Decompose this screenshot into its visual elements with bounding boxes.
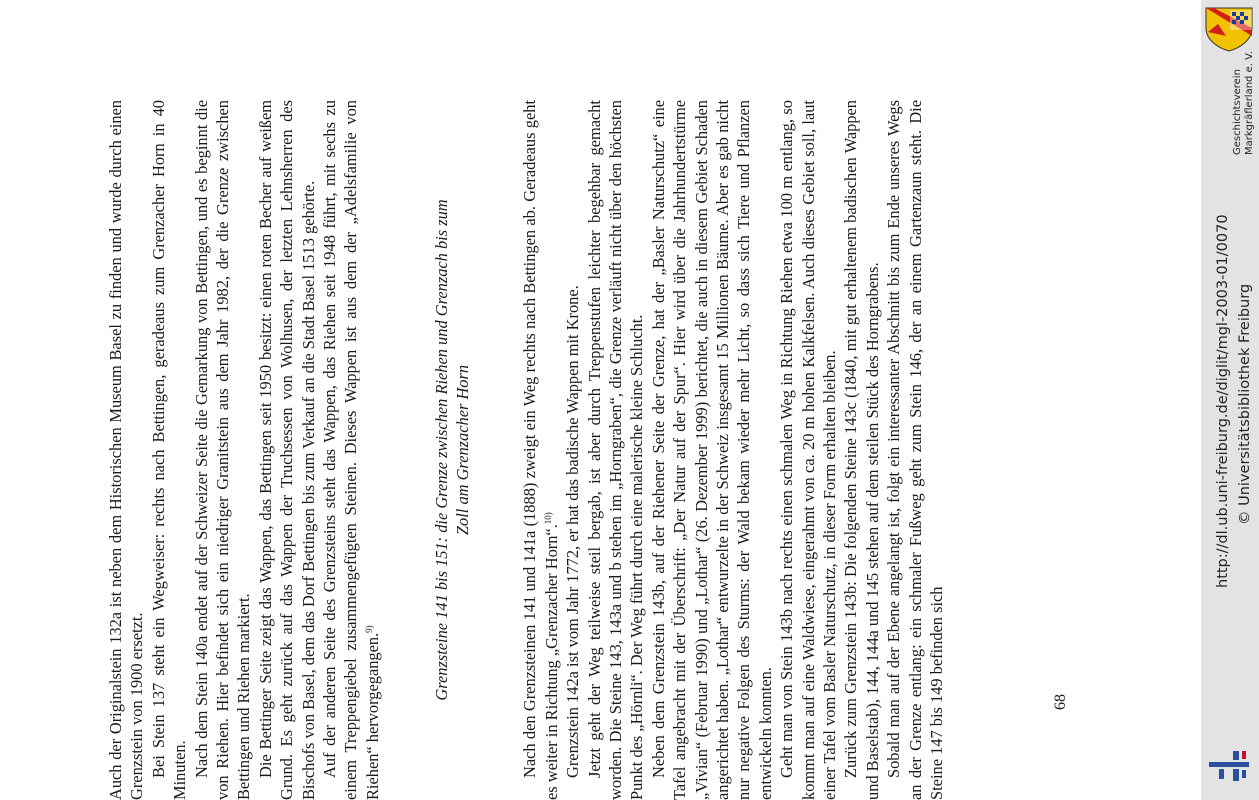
page-number: 68 [1052, 694, 1069, 710]
paragraph: Bei Stein 137 steht ein Wegweiser: rechts nach Bettingen, geradeaus zum Grenzacher Horn in 40 Minuten. [148, 100, 190, 800]
ub-freiburg-logo-icon [1207, 748, 1251, 784]
paragraph: Auch der Originalstein 132a ist neben dem Historischen Museum Basel zu finden und wurde durch einen Grenzstein von 1900 ersetzt. [106, 100, 147, 800]
text-block-2 [562, 100, 947, 800]
section-heading: Grenzsteine 141 bis 151: die Grenze zwischen Riehen und Grenzach bis zum Zoll am Grenzacher Horn [432, 199, 473, 701]
coat-of-arms-icon [1204, 6, 1254, 52]
paragraph: Sobald man auf der Ebene angelangt ist, folgt ein interessanter Abschnitt bis zum Ende unseres Wegs an der Grenze entlang: ein schmaler Fußweg geht zum Stein 146, der an einem Gartenzaun steht. Die Steine 147 bis 149 befinden sich [884, 100, 946, 800]
paragraph: Geht man von Stein 143b nach rechts einen schmalen Weg in Richtung Riehen etwa 100 m entlang, so kommt man auf eine Waldwiese, eingerahmt von ca. 20 m hohen Kalkfelsen. Auch dieses Gebiet soll, laut einer Tafel vom Basler Naturschutz, in dieser Form erhalten bleiben. [777, 100, 839, 800]
document-page [105, 100, 1085, 800]
copyright-notice: © Universitätsbibliothek Freiburg [1237, 283, 1253, 525]
text-block-1 [105, 100, 319, 800]
document-url[interactable]: http://dl.ub.uni-freiburg.de/diglit/mgl-2003-01/0070 [1215, 214, 1231, 588]
paragraph: Nach dem Stein 140a endet auf der Schweizer Seite die Gemarkung von Bettingen, und es beginnt die von Riehen. Hier befindet sich ein niedriger Granitstein aus dem Jahr 1982, der die Grenze zwischen Bettingen und Riehen markiert. [191, 100, 254, 800]
paragraph: Jetzt geht der Weg teilweise steil bergab, ist aber durch Treppenstufen leichter begehbar gemacht worden. Die Steine 143, 143a und b stehen im „Horngraben“, die Grenze verläuft nicht über den höchsten Punkt des „Hörnli“. Der Weg führt durch eine malerische kleine Schlucht. [584, 100, 647, 800]
society-name-line1: Geschichtsverein [1232, 69, 1243, 155]
paragraph: Neben dem Grenzstein 143b, auf der Riehener Seite der Grenze, hat der „Basler Naturschutz“ eine Tafel angebracht mit der Überschrift: „Der Natur auf der Spur“. Hier wird über die Jahrhundertstürme „Vivian“ (Februar 1990) und „Lothar“ (26. Dezember 1999) berichtet, die auch in diesem Gebiet Schaden angerichtet haben. „Lothar“ entwurzelte in der Schweiz insgesamt 15 Millionen Bäume. Aber es gab nicht nur negative Folgen des Sturms: der Wald bekam wieder mehr Licht, so dass sich Tiere und Pflanzen entwickeln konnten. [648, 100, 775, 800]
paragraph-riehen-wappen: Auf der anderen Seite des Grenzsteins steht das Wappen, das Riehen seit 1948 führt, mit sechs zu einem Treppengiebel zusammengefügten Steinen. Dieses Wappen ist aus dem der „Adelsfamilie von Riehen“ hervorgegangen.$^{9)}$ [320, 100, 382, 800]
paragraph: Grenzstein 142a ist vom Jahr 1772, er hat das badische Wappen mit Krone. [563, 285, 583, 778]
paragraph-grenzsteine-141: Nach den Grenzsteinen 141 und 141a (1888) zweigt ein Weg rechts nach Bettingen ab. Geradeaus geht es weiter in Richtung „Grenzacher Horn“.$^{10)}$ [520, 100, 561, 800]
footnote-marker: 9) [363, 625, 374, 633]
paragraph: Die Bettinger Seite zeigt das Wappen, das Bettingen seit 1950 besitzt: einen roten Becher auf weißem Grund. Es geht zurück auf das Wappen der Truchsessen von Wolhusen, der letzten Lehnsherren des Bischofs von Basel, dem das Dorf Bettingen bis zum Verkauf an die Stadt Basel 1513 gehörte. [255, 100, 318, 800]
footnote-marker: 10) [542, 512, 553, 525]
paragraph: Zurück zum Grenzstein 143b: Die folgenden Steine 143c (1840, mit gut erhaltenem badischen Wappen und Baselstab), 144, 144a und 145 stehen auf dem steilen Stück des Horngrabens. [841, 100, 882, 800]
society-name-line2: Markgräflerland e. V. [1244, 51, 1255, 155]
